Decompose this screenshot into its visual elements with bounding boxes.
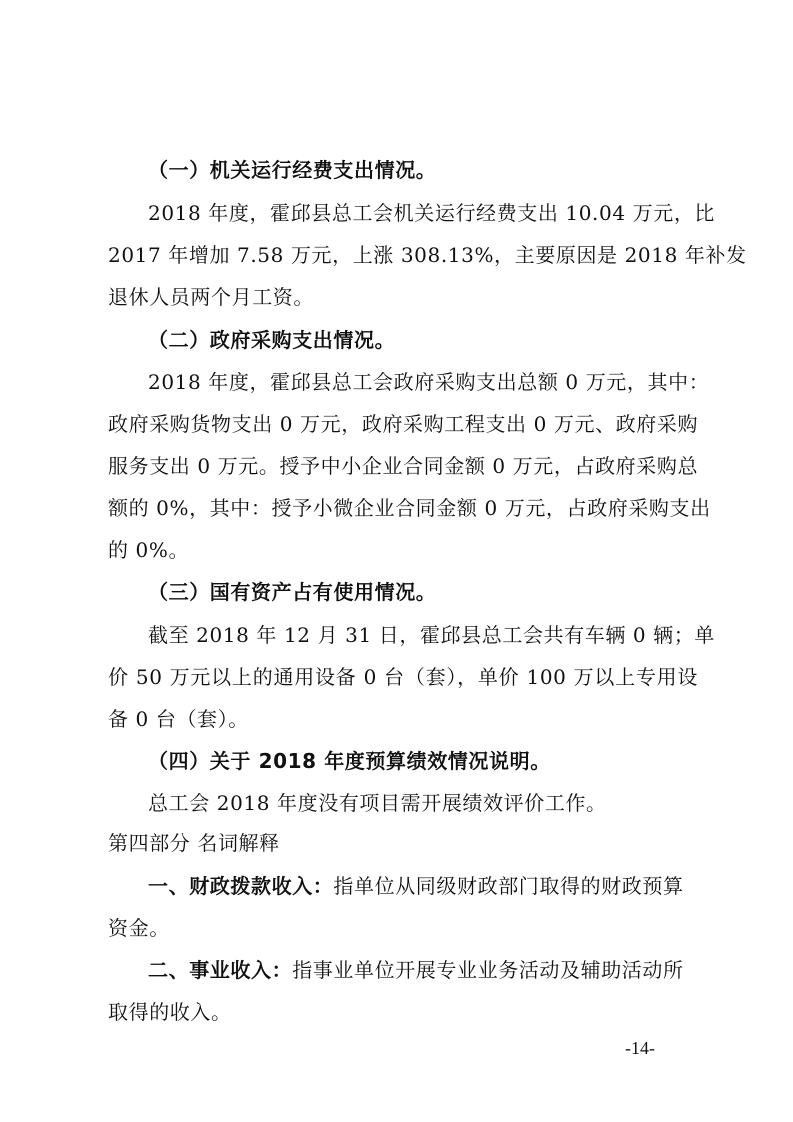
- glossary-definition: 指单位从同级财政部门取得的财政预算: [333, 874, 684, 898]
- paragraph-line: 退休人员两个月工资。: [108, 285, 314, 309]
- paragraph-line: 的 0%。: [108, 538, 190, 562]
- part-title-glossary: 第四部分 名词解释: [108, 831, 280, 855]
- section-heading-state-assets: （三）国有资产占有使用情况。: [148, 580, 437, 604]
- glossary-term: 二、事业收入：: [148, 958, 293, 982]
- glossary-definition: 指事业单位开展专业业务活动及辅助活动所: [292, 958, 684, 982]
- paragraph-line: 截至 2018 年 12 月 31 日，霍邱县总工会共有车辆 0 辆；单: [148, 623, 715, 647]
- paragraph-line: 额的 0%，其中：授予小微企业合同金额 0 万元，占政府采购支出: [108, 496, 711, 520]
- section-heading-operating-expenses: （一）机关运行经费支出情况。: [148, 158, 437, 182]
- paragraph-line: 政府采购货物支出 0 万元，政府采购工程支出 0 万元、政府采购: [108, 412, 699, 436]
- paragraph-line: 2018 年度，霍邱县总工会机关运行经费支出 10.04 万元，比: [148, 201, 716, 225]
- paragraph-line: 备 0 台（套）。: [108, 707, 249, 731]
- glossary-term: 一、财政拨款收入：: [148, 874, 334, 898]
- paragraph-line: 2017 年增加 7.58 万元，上涨 308.13%，主要原因是 2018 年补发: [108, 243, 747, 267]
- glossary-entry: [148, 956, 698, 984]
- section-heading-performance: （四）关于 2018 年度预算绩效情况说明。: [148, 749, 551, 773]
- paragraph-line: 资金。: [108, 916, 170, 940]
- paragraph-line: 2018 年度，霍邱县总工会政府采购支出总额 0 万元，其中：: [148, 370, 710, 394]
- paragraph-line: 取得的收入。: [108, 1000, 232, 1024]
- paragraph-line: 总工会 2018 年度没有项目需开展绩效评价工作。: [148, 791, 607, 815]
- paragraph-line: 服务支出 0 万元。授予中小企业合同金额 0 万元，占政府采购总: [108, 454, 699, 478]
- paragraph-line: 价 50 万元以上的通用设备 0 台（套），单价 100 万以上专用设: [108, 665, 698, 689]
- glossary-entry: [148, 872, 698, 900]
- section-heading-government-procurement: （二）政府采购支出情况。: [148, 328, 396, 352]
- page-number: -14-: [625, 1038, 655, 1058]
